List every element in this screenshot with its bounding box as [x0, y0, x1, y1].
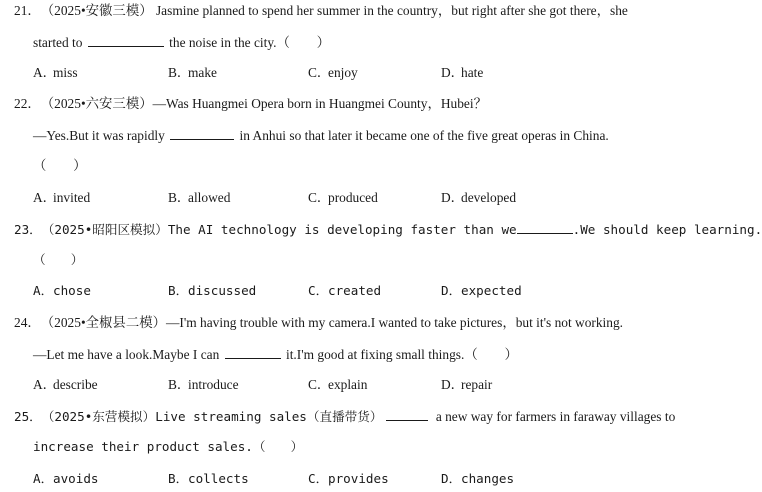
q21-option-c[interactable]: C．enjoy	[308, 65, 358, 80]
q24-stem-post: it.I'm good at fixing small things.（ ）	[282, 347, 518, 362]
q23-stem-post: .We should keep learning.	[572, 222, 762, 237]
q25-option-d[interactable]: D．changes	[441, 471, 515, 486]
q23-number: 23．	[14, 222, 42, 237]
q23-option-c[interactable]: C．created	[308, 283, 382, 298]
q25-option-c[interactable]: C．provides	[308, 471, 389, 486]
q22-answer-paren: （ ）	[33, 158, 87, 173]
q22-answer-blank	[170, 125, 234, 140]
q25-stem-line1	[14, 406, 675, 426]
q25-stem-text: increase their product sales.（ ）	[33, 439, 304, 454]
q23-answer-paren: （ ）	[33, 252, 84, 267]
q22-stem-line2	[33, 125, 609, 145]
q23-option-b[interactable]: B．discussed	[168, 283, 257, 298]
q22-option-a[interactable]: A．invited	[33, 190, 91, 205]
q23-stem-pre: The AI technology is developing faster than we	[167, 222, 517, 237]
q25-answer-blank	[386, 406, 428, 421]
q22-number: 22．	[14, 96, 41, 111]
q23-stem-line2	[33, 250, 83, 270]
q22-source: （2025•六安三模）	[40, 96, 153, 111]
q21-option-b[interactable]: B．make	[168, 65, 217, 80]
q22-option-d[interactable]: D．developed	[441, 190, 517, 205]
q24-option-b[interactable]: B．introduce	[168, 377, 239, 392]
q23-stem-line1	[14, 219, 762, 239]
q23-source: （2025•昭阳区模拟）	[41, 222, 168, 237]
q24-option-d[interactable]: D．repair	[441, 377, 493, 392]
q25-number: 25．	[14, 409, 42, 424]
q21-stem-line2	[33, 32, 330, 52]
q24-option-a[interactable]: A．describe	[33, 377, 98, 392]
q24-stem-text: —I'm having trouble with my camera.I wanted to take pictures，but it's not working.	[165, 315, 624, 330]
q24-stem-line1	[14, 313, 623, 333]
q25-stem-pre: Live streaming sales（直播带货）	[155, 409, 383, 424]
q23-option-a[interactable]: A．chose	[33, 283, 91, 298]
q22-option-b[interactable]: B．allowed	[168, 190, 231, 205]
q21-option-d[interactable]: D．hate	[441, 65, 484, 80]
q21-stem-text: Jasmine planned to spend her summer in the country，but right after she got there，she	[155, 3, 628, 18]
q22-option-c[interactable]: C．produced	[308, 190, 378, 205]
q25-stem-post: a new way for farmers in faraway villages to	[432, 409, 676, 424]
q22-stem-post: in Anhui so that later it became one of the five great operas in China.	[236, 128, 609, 143]
q25-source: （2025•东营模拟）	[41, 409, 156, 424]
q21-stem-pre: started to	[33, 35, 86, 50]
q25-option-a[interactable]: A．avoids	[33, 471, 99, 486]
q25-option-b[interactable]: B．collects	[168, 471, 249, 486]
q24-option-c[interactable]: C．explain	[308, 377, 368, 392]
q21-number: 21．	[14, 3, 41, 18]
q22-stem-pre: —Yes.But it was rapidly	[33, 128, 169, 143]
q21-option-a[interactable]: A．miss	[33, 65, 78, 80]
q24-number: 24．	[14, 315, 41, 330]
q23-option-d[interactable]: D．expected	[441, 283, 522, 298]
q25-stem-line2	[33, 437, 303, 457]
q21-stem-line1	[14, 1, 628, 21]
q22-stem-line3	[33, 156, 87, 176]
q24-stem-line2	[33, 344, 518, 364]
q21-answer-blank	[88, 32, 164, 47]
q21-stem-post: the noise in the city.（ ）	[165, 35, 331, 50]
q23-answer-blank	[517, 219, 573, 234]
q22-stem-line1	[14, 94, 487, 114]
q22-stem-text: —Was Huangmei Opera born in Huangmei County，Hubei？	[152, 96, 487, 111]
q21-source: （2025•安徽三模）	[40, 3, 153, 18]
q24-stem-pre: —Let me have a look.Maybe I can	[33, 347, 223, 362]
q24-answer-blank	[225, 344, 281, 359]
q24-source: （2025•全椒县二模）	[40, 315, 166, 330]
